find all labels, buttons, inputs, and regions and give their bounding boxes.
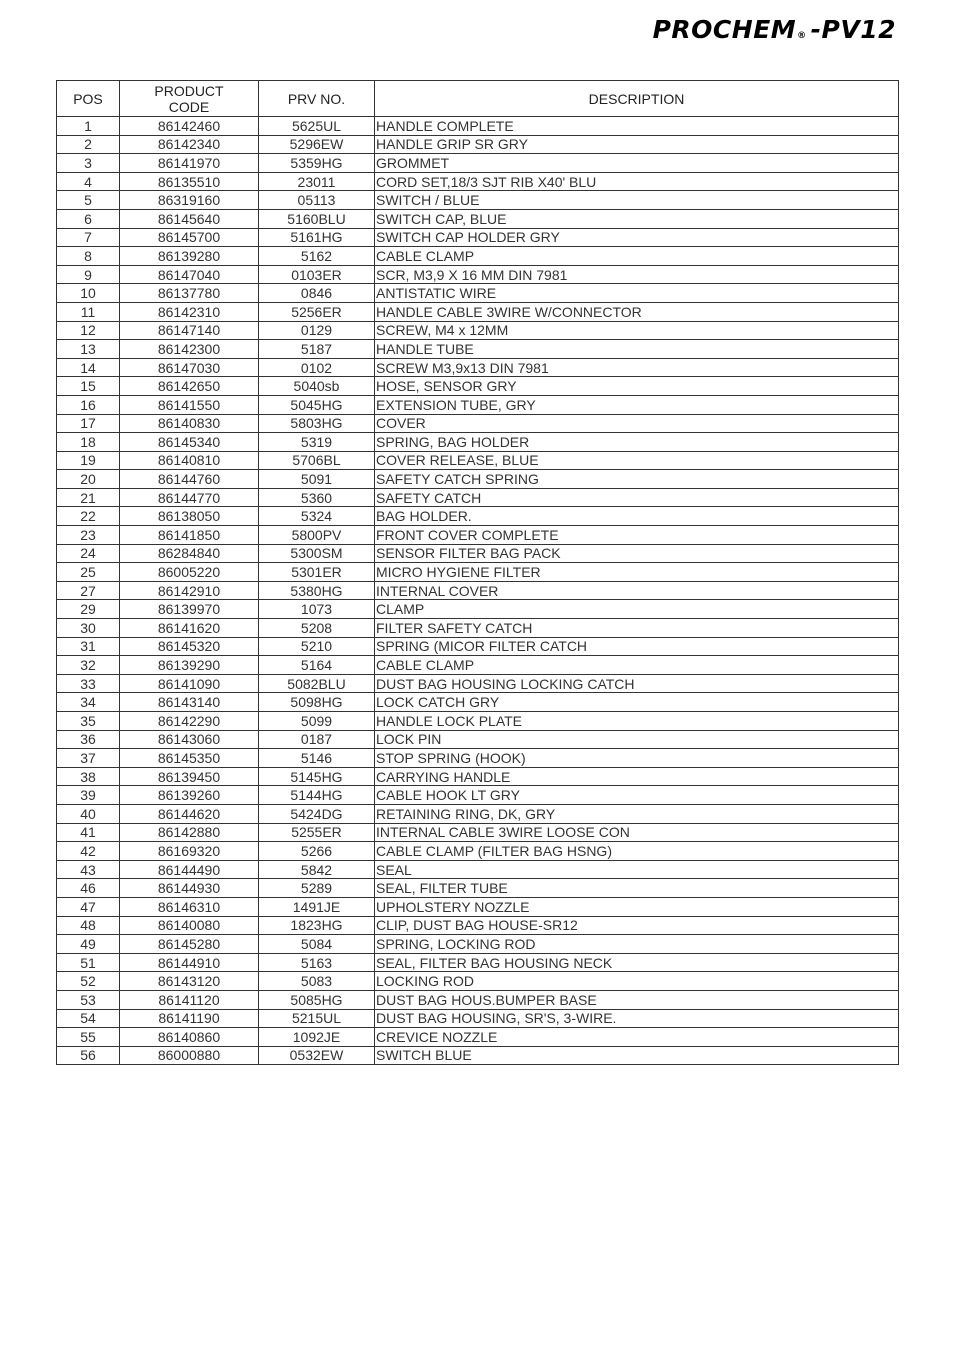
description-cell: UPHOLSTERY NOZZLE xyxy=(375,897,899,916)
prv-no-cell: 5380HG xyxy=(259,581,375,600)
pos-cell: 36 xyxy=(57,730,120,749)
table-row xyxy=(57,302,899,321)
pos-cell: 54 xyxy=(57,1009,120,1028)
product-code-cell: 86140810 xyxy=(120,451,259,470)
pos-cell: 10 xyxy=(57,284,120,303)
table-row xyxy=(57,712,899,731)
pos-cell: 48 xyxy=(57,916,120,935)
description-cell: LOCKING ROD xyxy=(375,972,899,991)
description-cell: CLIP, DUST BAG HOUSE-SR12 xyxy=(375,916,899,935)
pos-cell: 16 xyxy=(57,395,120,414)
table-row xyxy=(57,600,899,619)
table-row xyxy=(57,656,899,675)
table-row xyxy=(57,247,899,266)
table-row xyxy=(57,154,899,173)
prv-no-cell: 5091 xyxy=(259,470,375,489)
prv-no-cell: 5324 xyxy=(259,507,375,526)
description-cell: SEAL, FILTER TUBE xyxy=(375,879,899,898)
pos-cell: 32 xyxy=(57,656,120,675)
table-row xyxy=(57,842,899,861)
table-row xyxy=(57,526,899,545)
product-code-cell: 86135510 xyxy=(120,172,259,191)
table-row xyxy=(57,823,899,842)
description-cell: STOP SPRING (HOOK) xyxy=(375,749,899,768)
product-code-cell: 86144910 xyxy=(120,953,259,972)
description-cell: CORD SET,18/3 SJT RIB X40' BLU xyxy=(375,172,899,191)
description-cell: DUST BAG HOUSING, SR'S, 3-WIRE. xyxy=(375,1009,899,1028)
product-code-cell: 86141850 xyxy=(120,526,259,545)
product-code-cell: 86142300 xyxy=(120,340,259,359)
description-cell: SPRING, LOCKING ROD xyxy=(375,935,899,954)
product-code-cell: 86146310 xyxy=(120,897,259,916)
prv-no-cell: 5359HG xyxy=(259,154,375,173)
product-code-cell: 86141620 xyxy=(120,619,259,638)
table-row xyxy=(57,395,899,414)
description-cell: CABLE CLAMP xyxy=(375,656,899,675)
description-cell: COVER xyxy=(375,414,899,433)
table-row xyxy=(57,544,899,563)
prv-no-cell: 5625UL xyxy=(259,117,375,136)
table-row xyxy=(57,730,899,749)
description-cell: FRONT COVER COMPLETE xyxy=(375,526,899,545)
prv-no-cell: 5084 xyxy=(259,935,375,954)
product-code-cell: 86142460 xyxy=(120,117,259,136)
description-cell: SPRING, BAG HOLDER xyxy=(375,433,899,452)
prv-no-cell: 5842 xyxy=(259,860,375,879)
table-row xyxy=(57,321,899,340)
table-row xyxy=(57,451,899,470)
prv-no-cell: 1092JE xyxy=(259,1028,375,1047)
prv-no-cell: 5706BL xyxy=(259,451,375,470)
pos-cell: 9 xyxy=(57,265,120,284)
product-code-cell: 86145280 xyxy=(120,935,259,954)
prv-no-cell: 5164 xyxy=(259,656,375,675)
description-cell: COVER RELEASE, BLUE xyxy=(375,451,899,470)
description-cell: FILTER SAFETY CATCH xyxy=(375,619,899,638)
table-row xyxy=(57,433,899,452)
table-row xyxy=(57,191,899,210)
description-cell: SCREW, M4 x 12MM xyxy=(375,321,899,340)
brand-name: PROCHEM xyxy=(652,15,797,44)
pos-cell: 33 xyxy=(57,674,120,693)
prv-no-cell: 1073 xyxy=(259,600,375,619)
pos-cell: 6 xyxy=(57,209,120,228)
table-row xyxy=(57,972,899,991)
prv-no-cell: 5098HG xyxy=(259,693,375,712)
description-cell: SWITCH / BLUE xyxy=(375,191,899,210)
product-code-cell: 86147030 xyxy=(120,358,259,377)
prv-no-cell: 5424DG xyxy=(259,804,375,823)
prv-no-cell: 5082BLU xyxy=(259,674,375,693)
prv-no-cell: 5255ER xyxy=(259,823,375,842)
pos-cell: 37 xyxy=(57,749,120,768)
pos-cell: 19 xyxy=(57,451,120,470)
description-cell: INTERNAL COVER xyxy=(375,581,899,600)
pos-cell: 3 xyxy=(57,154,120,173)
prv-no-cell: 1491JE xyxy=(259,897,375,916)
pos-cell: 55 xyxy=(57,1028,120,1047)
pos-cell: 53 xyxy=(57,990,120,1009)
prv-no-cell: 05113 xyxy=(259,191,375,210)
table-row xyxy=(57,265,899,284)
table-header-row xyxy=(57,81,899,117)
table-row xyxy=(57,470,899,489)
prv-no-cell: 5208 xyxy=(259,619,375,638)
prv-no-cell: 0846 xyxy=(259,284,375,303)
prv-no-cell: 0187 xyxy=(259,730,375,749)
pos-cell: 5 xyxy=(57,191,120,210)
description-cell: SPRING (MICOR FILTER CATCH xyxy=(375,637,899,656)
product-code-cell: 86144770 xyxy=(120,488,259,507)
product-code-cell: 86319160 xyxy=(120,191,259,210)
prv-no-cell: 5266 xyxy=(259,842,375,861)
product-code-cell: 86284840 xyxy=(120,544,259,563)
prv-no-cell: 23011 xyxy=(259,172,375,191)
prv-no-cell: 5800PV xyxy=(259,526,375,545)
pos-cell: 21 xyxy=(57,488,120,507)
table-row xyxy=(57,488,899,507)
prv-no-cell: 5146 xyxy=(259,749,375,768)
pos-cell: 24 xyxy=(57,544,120,563)
description-cell: HANDLE GRIP SR GRY xyxy=(375,135,899,154)
product-code-cell: 86143140 xyxy=(120,693,259,712)
pos-cell: 43 xyxy=(57,860,120,879)
table-row xyxy=(57,953,899,972)
product-code-cell: 86169320 xyxy=(120,842,259,861)
prv-no-cell: 0532EW xyxy=(259,1046,375,1065)
pos-cell: 18 xyxy=(57,433,120,452)
product-code-cell: 86139450 xyxy=(120,767,259,786)
table-row xyxy=(57,879,899,898)
product-code-cell: 86141190 xyxy=(120,1009,259,1028)
prv-no-cell: 5144HG xyxy=(259,786,375,805)
description-cell: DUST BAG HOUSING LOCKING CATCH xyxy=(375,674,899,693)
prv-no-cell: 5803HG xyxy=(259,414,375,433)
product-code-cell: 86140080 xyxy=(120,916,259,935)
table-row xyxy=(57,990,899,1009)
product-code-cell: 86141090 xyxy=(120,674,259,693)
table-row xyxy=(57,786,899,805)
prv-no-cell: 5163 xyxy=(259,953,375,972)
pos-cell: 38 xyxy=(57,767,120,786)
table-row xyxy=(57,693,899,712)
prv-no-cell: 5160BLU xyxy=(259,209,375,228)
description-cell: SWITCH BLUE xyxy=(375,1046,899,1065)
pos-cell: 29 xyxy=(57,600,120,619)
parts-table-body xyxy=(57,117,899,1065)
col-header-prv-no: PRV NO. xyxy=(259,81,375,117)
prv-no-cell: 5256ER xyxy=(259,302,375,321)
col-header-pos: POS xyxy=(57,81,120,117)
prv-no-cell: 5289 xyxy=(259,879,375,898)
table-row xyxy=(57,228,899,247)
table-row xyxy=(57,209,899,228)
pos-cell: 27 xyxy=(57,581,120,600)
product-code-cell: 86145350 xyxy=(120,749,259,768)
description-cell: RETAINING RING, DK, GRY xyxy=(375,804,899,823)
product-code-cell: 86138050 xyxy=(120,507,259,526)
description-cell: SEAL, FILTER BAG HOUSING NECK xyxy=(375,953,899,972)
product-code-cell: 86143120 xyxy=(120,972,259,991)
description-cell: SENSOR FILTER BAG PACK xyxy=(375,544,899,563)
col-header-product-code: PRODUCT CODE xyxy=(120,81,259,117)
prv-no-cell: 5210 xyxy=(259,637,375,656)
pos-cell: 40 xyxy=(57,804,120,823)
product-code-cell: 86143060 xyxy=(120,730,259,749)
description-cell: MICRO HYGIENE FILTER xyxy=(375,563,899,582)
pos-cell: 56 xyxy=(57,1046,120,1065)
product-code-cell: 86147140 xyxy=(120,321,259,340)
table-row xyxy=(57,1028,899,1047)
product-code-cell: 86137780 xyxy=(120,284,259,303)
pos-cell: 39 xyxy=(57,786,120,805)
description-cell: SEAL xyxy=(375,860,899,879)
prv-no-cell: 5161HG xyxy=(259,228,375,247)
pos-cell: 17 xyxy=(57,414,120,433)
product-code-cell: 86142310 xyxy=(120,302,259,321)
product-code-cell: 86142910 xyxy=(120,581,259,600)
prv-no-cell: 5360 xyxy=(259,488,375,507)
description-cell: HANDLE COMPLETE xyxy=(375,117,899,136)
prv-no-cell: 5296EW xyxy=(259,135,375,154)
product-code-cell: 86005220 xyxy=(120,563,259,582)
pos-cell: 51 xyxy=(57,953,120,972)
description-cell: ANTISTATIC WIRE xyxy=(375,284,899,303)
description-cell: CABLE CLAMP xyxy=(375,247,899,266)
description-cell: BAG HOLDER. xyxy=(375,507,899,526)
table-row xyxy=(57,507,899,526)
table-row xyxy=(57,897,899,916)
table-row xyxy=(57,135,899,154)
product-code-cell: 86145640 xyxy=(120,209,259,228)
product-code-cell: 86144490 xyxy=(120,860,259,879)
brand-title xyxy=(653,15,896,44)
prv-no-cell: 5083 xyxy=(259,972,375,991)
description-cell: SAFETY CATCH xyxy=(375,488,899,507)
description-cell: SWITCH CAP HOLDER GRY xyxy=(375,228,899,247)
product-code-cell: 86139260 xyxy=(120,786,259,805)
prv-no-cell: 5040sb xyxy=(259,377,375,396)
pos-cell: 2 xyxy=(57,135,120,154)
table-row xyxy=(57,767,899,786)
col-header-description: DESCRIPTION xyxy=(375,81,899,117)
pos-cell: 11 xyxy=(57,302,120,321)
description-cell: CARRYING HANDLE xyxy=(375,767,899,786)
product-code-cell: 86145320 xyxy=(120,637,259,656)
table-row xyxy=(57,619,899,638)
description-cell: GROMMET xyxy=(375,154,899,173)
table-row xyxy=(57,749,899,768)
pos-cell: 35 xyxy=(57,712,120,731)
pos-cell: 20 xyxy=(57,470,120,489)
description-cell: CABLE HOOK LT GRY xyxy=(375,786,899,805)
description-cell: CABLE CLAMP (FILTER BAG HSNG) xyxy=(375,842,899,861)
pos-cell: 15 xyxy=(57,377,120,396)
description-cell: SCR, M3,9 X 16 MM DIN 7981 xyxy=(375,265,899,284)
product-code-cell: 86000880 xyxy=(120,1046,259,1065)
parts-table xyxy=(56,80,899,1065)
table-row xyxy=(57,674,899,693)
pos-cell: 23 xyxy=(57,526,120,545)
product-code-cell: 86144760 xyxy=(120,470,259,489)
pos-cell: 7 xyxy=(57,228,120,247)
prv-no-cell: 5187 xyxy=(259,340,375,359)
description-cell: HANDLE TUBE xyxy=(375,340,899,359)
pos-cell: 46 xyxy=(57,879,120,898)
pos-cell: 8 xyxy=(57,247,120,266)
table-row xyxy=(57,916,899,935)
table-row xyxy=(57,1046,899,1065)
description-cell: LOCK CATCH GRY xyxy=(375,693,899,712)
product-code-cell: 86140830 xyxy=(120,414,259,433)
pos-cell: 30 xyxy=(57,619,120,638)
description-cell: HOSE, SENSOR GRY xyxy=(375,377,899,396)
pos-cell: 1 xyxy=(57,117,120,136)
prv-no-cell: 5162 xyxy=(259,247,375,266)
pos-cell: 47 xyxy=(57,897,120,916)
description-cell: SWITCH CAP, BLUE xyxy=(375,209,899,228)
prv-no-cell: 5301ER xyxy=(259,563,375,582)
product-code-cell: 86145340 xyxy=(120,433,259,452)
product-code-cell: 86139970 xyxy=(120,600,259,619)
table-row xyxy=(57,1009,899,1028)
table-row xyxy=(57,935,899,954)
pos-cell: 34 xyxy=(57,693,120,712)
table-row xyxy=(57,358,899,377)
description-cell: EXTENSION TUBE, GRY xyxy=(375,395,899,414)
product-code-cell: 86144930 xyxy=(120,879,259,898)
prv-no-cell: 5045HG xyxy=(259,395,375,414)
pos-cell: 41 xyxy=(57,823,120,842)
product-code-cell: 86144620 xyxy=(120,804,259,823)
table-row xyxy=(57,284,899,303)
pos-cell: 52 xyxy=(57,972,120,991)
pos-cell: 42 xyxy=(57,842,120,861)
description-cell: CREVICE NOZZLE xyxy=(375,1028,899,1047)
prv-no-cell: 5319 xyxy=(259,433,375,452)
pos-cell: 14 xyxy=(57,358,120,377)
product-code-cell: 86147040 xyxy=(120,265,259,284)
table-row xyxy=(57,637,899,656)
prv-no-cell: 1823HG xyxy=(259,916,375,935)
product-code-cell: 86142650 xyxy=(120,377,259,396)
table-row xyxy=(57,804,899,823)
table-row xyxy=(57,414,899,433)
pos-cell: 31 xyxy=(57,637,120,656)
product-code-cell: 86142880 xyxy=(120,823,259,842)
table-row xyxy=(57,377,899,396)
product-code-cell: 86139290 xyxy=(120,656,259,675)
registered-mark: ® xyxy=(797,31,807,41)
prv-no-cell: 5215UL xyxy=(259,1009,375,1028)
product-code-cell: 86140860 xyxy=(120,1028,259,1047)
pos-cell: 13 xyxy=(57,340,120,359)
description-cell: CLAMP xyxy=(375,600,899,619)
pos-cell: 49 xyxy=(57,935,120,954)
table-row xyxy=(57,581,899,600)
pos-cell: 22 xyxy=(57,507,120,526)
table-row xyxy=(57,172,899,191)
table-row xyxy=(57,860,899,879)
pos-cell: 12 xyxy=(57,321,120,340)
description-cell: HANDLE LOCK PLATE xyxy=(375,712,899,731)
description-cell: SAFETY CATCH SPRING xyxy=(375,470,899,489)
prv-no-cell: 5300SM xyxy=(259,544,375,563)
product-code-cell: 86145700 xyxy=(120,228,259,247)
prv-no-cell: 5085HG xyxy=(259,990,375,1009)
table-row xyxy=(57,563,899,582)
prv-no-cell: 0103ER xyxy=(259,265,375,284)
description-cell: DUST BAG HOUS.BUMPER BASE xyxy=(375,990,899,1009)
pos-cell: 4 xyxy=(57,172,120,191)
description-cell: LOCK PIN xyxy=(375,730,899,749)
description-cell: SCREW M3,9x13 DIN 7981 xyxy=(375,358,899,377)
product-code-cell: 86141120 xyxy=(120,990,259,1009)
prv-no-cell: 5145HG xyxy=(259,767,375,786)
product-code-cell: 86139280 xyxy=(120,247,259,266)
table-row xyxy=(57,340,899,359)
product-code-cell: 86142340 xyxy=(120,135,259,154)
prv-no-cell: 5099 xyxy=(259,712,375,731)
prv-no-cell: 0102 xyxy=(259,358,375,377)
product-code-cell: 86142290 xyxy=(120,712,259,731)
product-code-cell: 86141550 xyxy=(120,395,259,414)
product-code-cell: 86141970 xyxy=(120,154,259,173)
prv-no-cell: 0129 xyxy=(259,321,375,340)
model-name: -PV12 xyxy=(810,15,896,44)
description-cell: INTERNAL CABLE 3WIRE LOOSE CON xyxy=(375,823,899,842)
description-cell: HANDLE CABLE 3WIRE W/CONNECTOR xyxy=(375,302,899,321)
pos-cell: 25 xyxy=(57,563,120,582)
table-row xyxy=(57,117,899,136)
